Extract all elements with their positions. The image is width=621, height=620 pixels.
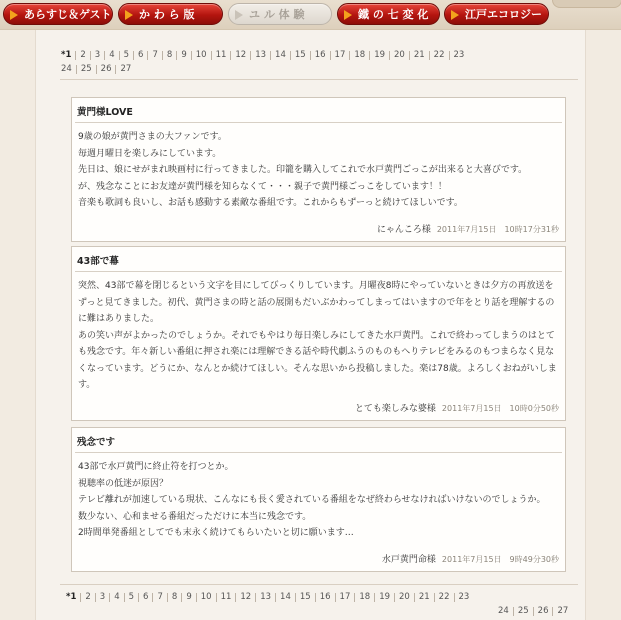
pagination-link[interactable]: 3 bbox=[91, 51, 105, 60]
nav-button-kawaraban[interactable] bbox=[118, 3, 223, 25]
pagination-link[interactable]: 24 bbox=[57, 65, 77, 74]
pagination-link[interactable]: 27 bbox=[120, 64, 132, 74]
pagination-link[interactable]: 6 bbox=[139, 593, 153, 602]
nav-button-label: ユ ル 体 験 bbox=[249, 8, 305, 21]
pagination-link[interactable]: 14 bbox=[276, 593, 296, 602]
post-author: とても楽しみな婆様 bbox=[354, 404, 436, 414]
divider bbox=[60, 584, 578, 585]
post-line: あの笑い声がよかったのでしょうか。それでもやはり毎日楽しみにしてきた水戸黄門。これで終わってしまうのはとても残念です。年々新しい番組に押され楽には理解できる話や時代劇ふうのものもへりテレビをみるのもつまらなく見なくなっています。どうにか、なんとか続けてほしい。そんな思いから投稿しました。楽は78歳。よろしくおねがいします。 bbox=[78, 330, 557, 390]
post-line: テレビ離れが加速している現状、こんなにも長く愛されている番組をなぜ終わらせなければいけないのでしょうか。 bbox=[78, 495, 546, 505]
post-meta bbox=[382, 552, 559, 565]
post-line: が、残念なことにお友達が黄門様を知らなくて・・・親子で黄門様ごっこをしています！！ bbox=[78, 181, 447, 192]
pagination-link[interactable]: 15 bbox=[296, 593, 316, 602]
pagination-link[interactable]: 7 bbox=[148, 51, 162, 60]
pagination-bottom bbox=[62, 590, 572, 618]
post-line: 音楽も歌詞も良いし、お話も感動する素敵な番組です。これからもずーっと続けてほしいです。 bbox=[78, 198, 463, 208]
post-line: 数少ない、心和ませる番組だっただけに本当に残念です。 bbox=[78, 511, 312, 522]
pagination-row bbox=[57, 62, 468, 76]
post-date: 2011年7月15日 10時17分31秒 bbox=[436, 225, 559, 234]
nav-button-edo-ecology[interactable] bbox=[444, 3, 549, 25]
pagination-link[interactable]: 10 bbox=[192, 51, 212, 60]
divider bbox=[60, 79, 578, 80]
nav-button-label: か わ ら 版 bbox=[139, 8, 195, 21]
pagination-link[interactable]: 24 bbox=[494, 607, 514, 616]
pagination-link[interactable]: 2 bbox=[81, 593, 95, 602]
post-line: 先日は、娘にせがまれ映画村に行ってきました。印籠を購入してこれで水戸黄門ごっこが出来ると大喜びです。 bbox=[78, 165, 528, 175]
pagination-link[interactable]: 15 bbox=[291, 51, 311, 60]
pagination-link[interactable]: 13 bbox=[256, 593, 276, 602]
pagination-link[interactable]: 9 bbox=[182, 593, 196, 602]
pagination-link[interactable]: 4 bbox=[105, 51, 119, 60]
post-title: 黄門様LOVE bbox=[75, 101, 562, 123]
post-date: 2011年7月15日 10時0分50秒 bbox=[441, 404, 559, 413]
pagination-link[interactable]: 26 bbox=[97, 65, 117, 74]
nav-button-partial[interactable] bbox=[552, 0, 621, 8]
post-line: 視聴率の低迷が原因？ bbox=[78, 478, 169, 489]
pagination-link[interactable]: 12 bbox=[236, 593, 256, 602]
comment-post bbox=[71, 97, 566, 242]
post-line: 9歳の娘が黄門さまの大ファンです。 bbox=[78, 132, 227, 142]
nav-button-label: 鐵 の 七 変 化 bbox=[358, 8, 429, 21]
pagination-link[interactable]: 2 bbox=[76, 51, 90, 60]
pagination-link[interactable]: 8 bbox=[168, 593, 182, 602]
arrow-right-icon bbox=[344, 10, 352, 20]
post-body bbox=[72, 272, 565, 394]
pagination-link[interactable]: 17 bbox=[331, 51, 351, 60]
pagination-link[interactable]: 25 bbox=[77, 65, 97, 74]
arrow-right-icon bbox=[125, 10, 133, 20]
pagination-link[interactable]: 4 bbox=[110, 593, 124, 602]
pagination-link[interactable]: 23 bbox=[458, 592, 470, 602]
comment-post bbox=[71, 427, 566, 572]
pagination-link[interactable]: 23 bbox=[453, 50, 465, 60]
pagination-link[interactable]: *1 bbox=[57, 51, 76, 60]
pagination-link[interactable]: 6 bbox=[134, 51, 148, 60]
post-line: 毎週月曜日を楽しみにしています。 bbox=[78, 148, 222, 159]
post-date: 2011年7月15日 9時49分30秒 bbox=[441, 555, 559, 564]
post-meta bbox=[377, 222, 559, 235]
pagination-link[interactable]: 10 bbox=[197, 593, 217, 602]
post-body bbox=[72, 453, 565, 542]
pagination-link[interactable]: 11 bbox=[217, 593, 237, 602]
pagination-link[interactable]: 8 bbox=[163, 51, 177, 60]
post-author: にゃんころ様 bbox=[377, 225, 431, 235]
post-title: 43部で幕 bbox=[75, 250, 562, 272]
pagination-row bbox=[62, 590, 572, 604]
pagination-link[interactable]: 14 bbox=[271, 51, 291, 60]
post-title: 残念です bbox=[75, 431, 562, 453]
nav-button-yuru-taiken[interactable] bbox=[228, 3, 332, 25]
pagination-link[interactable]: 21 bbox=[410, 51, 430, 60]
pagination-row bbox=[57, 48, 468, 62]
pagination-link[interactable]: 7 bbox=[153, 593, 167, 602]
pagination-top bbox=[57, 48, 468, 76]
top-navigation bbox=[0, 0, 621, 30]
pagination-link[interactable]: 27 bbox=[557, 606, 569, 616]
pagination-row bbox=[62, 604, 572, 618]
pagination-link[interactable]: 25 bbox=[514, 607, 534, 616]
pagination-link[interactable]: 16 bbox=[311, 51, 331, 60]
pagination-link[interactable]: 17 bbox=[336, 593, 356, 602]
nav-button-tetsu-shichihenge[interactable] bbox=[337, 3, 440, 25]
pagination-link[interactable]: 20 bbox=[390, 51, 410, 60]
nav-button-synopsis-guest[interactable] bbox=[3, 3, 113, 25]
post-line: 突然、43部で幕を閉じるという文字を目にしてびっくりしています。月曜夜8時にやっていないときは夕方の再放送をずっと見てきました。初代、黄門さまの時と話の展開もだいぶかわってしまってはいますので年をとり話を理解するのに難はありました。 bbox=[78, 281, 555, 324]
arrow-right-icon bbox=[451, 10, 459, 20]
pagination-link[interactable]: 11 bbox=[212, 51, 232, 60]
arrow-right-icon bbox=[235, 10, 243, 20]
pagination-link[interactable]: 19 bbox=[370, 51, 390, 60]
pagination-link[interactable]: 13 bbox=[251, 51, 271, 60]
pagination-link[interactable]: *1 bbox=[62, 593, 81, 602]
post-meta bbox=[355, 401, 559, 414]
pagination-link[interactable]: 9 bbox=[177, 51, 191, 60]
pagination-link[interactable]: 3 bbox=[96, 593, 110, 602]
post-author: 水戸黄門命様 bbox=[381, 555, 436, 565]
pagination-link[interactable]: 22 bbox=[430, 51, 450, 60]
pagination-link[interactable]: 26 bbox=[534, 607, 554, 616]
post-body bbox=[72, 123, 565, 212]
post-line: 43部で水戸黄門に終止符を打つとか。 bbox=[78, 462, 234, 472]
pagination-link[interactable]: 5 bbox=[125, 593, 139, 602]
pagination-link[interactable]: 22 bbox=[435, 593, 455, 602]
pagination-link[interactable]: 12 bbox=[231, 51, 251, 60]
pagination-link[interactable]: 20 bbox=[395, 593, 415, 602]
pagination-link[interactable]: 5 bbox=[120, 51, 134, 60]
comment-post bbox=[71, 246, 566, 421]
arrow-right-icon bbox=[10, 10, 18, 20]
pagination-link[interactable]: 19 bbox=[375, 593, 395, 602]
pagination-link[interactable]: 18 bbox=[355, 593, 375, 602]
nav-button-label: あらすじ＆ゲスト bbox=[24, 8, 112, 21]
pagination-link[interactable]: 18 bbox=[350, 51, 370, 60]
nav-button-label: 江戸エコロジー bbox=[465, 8, 542, 21]
post-line: 2時間単発番組としてでも末永く続けてもらいたいと切に願います… bbox=[78, 528, 354, 538]
pagination-link[interactable]: 16 bbox=[316, 593, 336, 602]
pagination-link[interactable]: 21 bbox=[415, 593, 435, 602]
